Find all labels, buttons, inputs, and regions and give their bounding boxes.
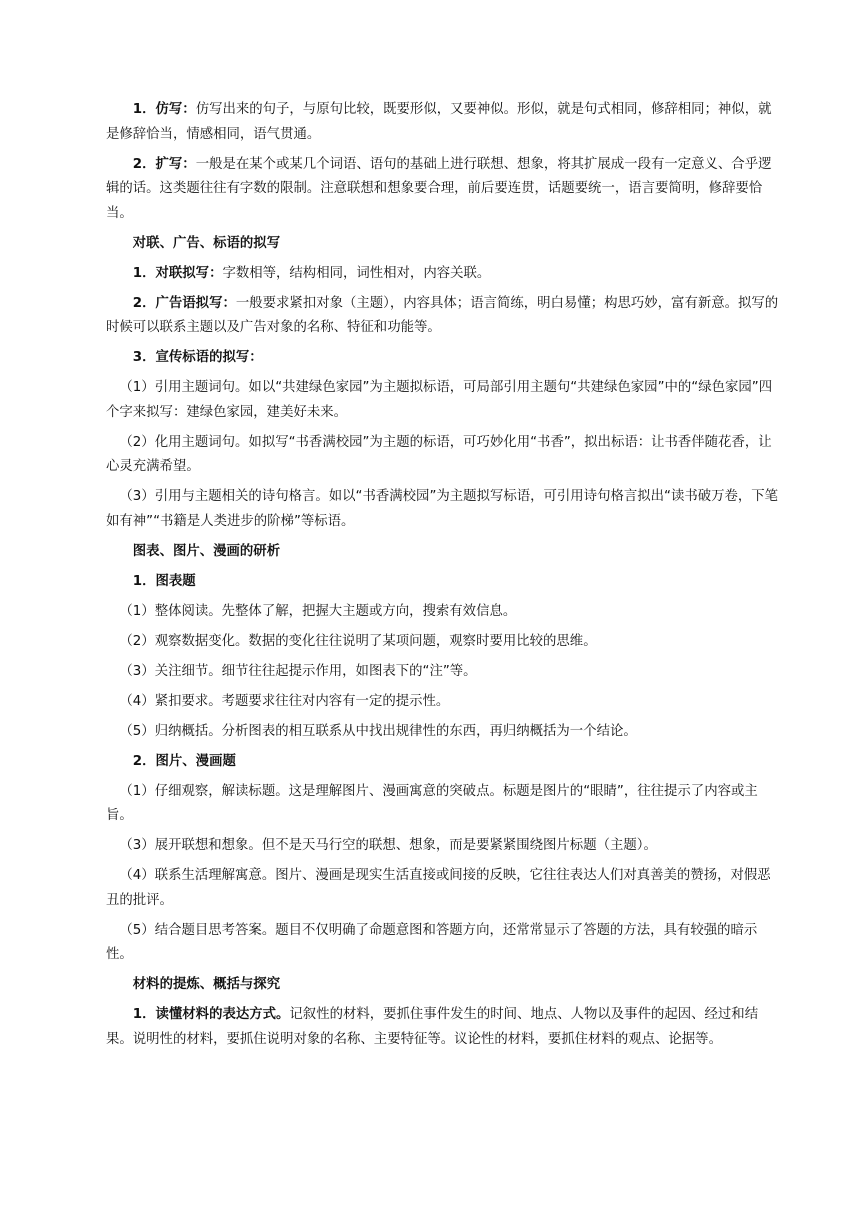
list-item-manhua-3: （3）展开联想和想象。但不是天马行空的联想、想象，而是要紧紧围绕图片标题（主题）。 (119, 838, 657, 853)
section-heading-duilian: 对联、广告、标语的拟写 (132, 235, 281, 251)
paragraph-kuoxie (106, 153, 782, 227)
paragraph-tubiao (106, 570, 782, 595)
paragraph-cailiao (106, 1003, 782, 1052)
paragraph-text: 仿写出来的句子，与原句比较，既要形似，又要神似。形似，就是句式相同，修辞相同；神似，就是修辞恰当，情感相同，语气贯通。 (106, 102, 772, 142)
list-item-tubiao-4: （4）紧扣要求。考题要求往往对内容有一定的提示性。 (119, 693, 450, 709)
paragraph-manhua (106, 750, 782, 775)
term-label: 1．对联拟写： (132, 265, 223, 281)
paragraph-fangxie (106, 98, 782, 147)
paragraph-text: 记叙性的材料，要抓住事件发生的时间、地点、人物以及事件的起因、经过和结果。说明性的材料，要抓住说明对象的名称、主要特征等。议论性的材料，要抓住材料的观点、论据等。 (106, 1007, 759, 1047)
term-label: 2．广告语拟写： (132, 295, 236, 311)
list-item-tubiao-5: （5）归纳概括。分析图表的相互联系从中找出规律性的东西，再归纳概括为一个结论。 (119, 723, 637, 739)
term-label: 1．仿写： (132, 102, 196, 117)
paragraph-biaoyu (106, 346, 782, 371)
list-item-biaoyu-1: （1）引用主题词句。如以“共建绿色家园”为主题拟标语，可局部引用主题句“共建绿色家园”中的“绿色家园”四个字来拟写：建绿色家园，建美好未来。 (106, 380, 773, 420)
paragraph-text: 字数相等，结构相同，词性相对，内容关联。 (222, 265, 491, 281)
list-item-manhua-1: （1）仔细观察，解读标题。这是理解图片、漫画寓意的突破点。标题是图片的“眼睛”，往往提示了内容或主旨。 (106, 783, 758, 823)
term-label: 1．读懂材料的表达方式。 (132, 1007, 290, 1022)
term-label: 2．扩写： (132, 156, 196, 172)
list-item-tubiao-3: （3）关注细节。细节往往起提示作用，如图表下的“注”等。 (119, 663, 477, 679)
document-page (106, 98, 782, 1058)
list-item-tubiao-1: （1）整体阅读。先整体了解，把握大主题或方向，搜索有效信息。 (119, 603, 517, 619)
term-label: 3．宣传标语的拟写： (132, 350, 263, 365)
list-item-manhua-5: （5）结合题目思考答案。题目不仅明确了命题意图和答题方向，还常常显示了答题的方法，具有较强的暗示性。 (106, 922, 758, 962)
section-heading-tubiao: 图表、图片、漫画的研析 (132, 543, 281, 559)
paragraph-text: 一般是在某个或某几个词语、语句的基础上进行联想、想象，将其扩展成一段有一定意义、合乎逻辑的话。这类题往往有字数的限制。注意联想和想象要合理，前后要连贯，话题要统一，语言要简明，修辞要恰当。 (106, 156, 772, 221)
list-item-manhua-4: （4）联系生活理解寓意。图片、漫画是现实生活直接或间接的反映，它往往表达人们对真善美的赞扬，对假恶丑的批评。 (106, 868, 771, 908)
paragraph-guanggao (106, 292, 782, 341)
list-item-biaoyu-2: （2）化用主题词句。如拟写“书香满校园”为主题的标语，可巧妙化用“书香”，拟出标语：让书香伴随花香，让心灵充满希望。 (106, 434, 772, 474)
term-label: 1．图表题 (132, 573, 196, 589)
paragraph-text: 一般要求紧扣对象（主题），内容具体；语言简练，明白易懂；构思巧妙，富有新意。拟写的时候可以联系主题以及广告对象的名称、特征和功能等。 (106, 295, 779, 335)
list-item-tubiao-2: （2）观察数据变化。数据的变化往往说明了某项问题，观察时要用比较的思维。 (119, 633, 597, 649)
paragraph-duilian (106, 262, 782, 287)
term-label: 2．图片、漫画题 (132, 753, 236, 769)
list-item-biaoyu-3: （3）引用与主题相关的诗句格言。如以“书香满校园”为主题拟写标语，可引用诗句格言拟出“读书破万卷，下笔如有神”“书籍是人类进步的阶梯”等标语。 (106, 489, 779, 529)
section-heading-cailiao: 材料的提炼、概括与探究 (132, 977, 281, 992)
